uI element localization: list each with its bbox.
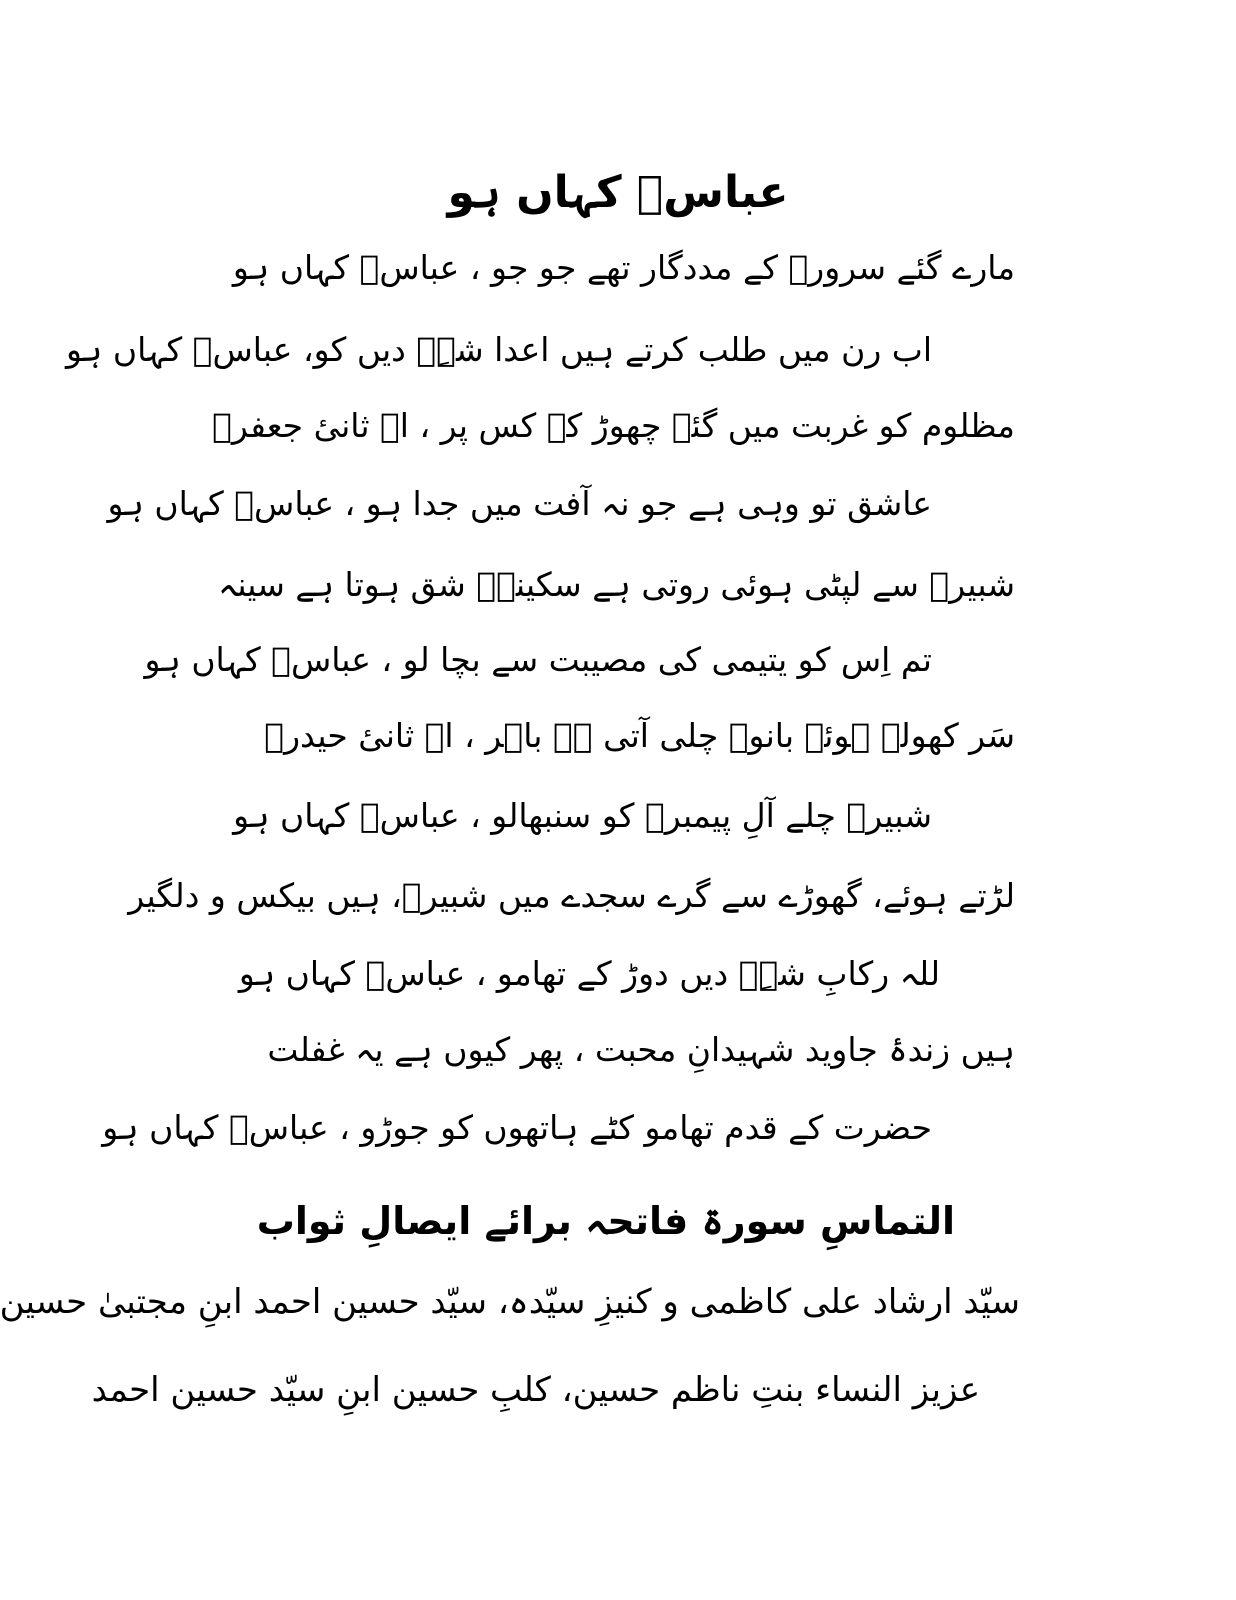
verse-line-4: عاشق تو وہی ہے جو نہ آفت میں جدا ہو ، عباسؑ کہاں ہو	[107, 484, 932, 523]
dedication-line-2: عزیز النساء بنتِ ناظم حسین، کلبِ حسین ابنِ سیّد حسین احمد	[91, 1370, 980, 1410]
verse-line-8: شبیرؑ چلے آلِ پیمبرؐ کو سنبھالو ، عباسؑ کہاں ہو	[233, 796, 932, 835]
verse-line-11: ہیں زندۂ جاوید شہیدانِ محبت ، پھر کیوں ہے یہ غفلت	[267, 1030, 1015, 1069]
verse-line-6: تم اِس کو یتیمی کی مصیبت سے بچا لو ، عباسؑ کہاں ہو	[144, 640, 932, 679]
verse-line-12: حضرت کے قدم تھامو کٹے ہاتھوں کو جوڑو ، عباسؑ کہاں ہو	[102, 1108, 932, 1147]
dedication-line-1: سیّد ارشاد علی کاظمی و کنیزِ سیّدہ، سیّد حسین احمد ابنِ مجتبیٰ حسین	[0, 1282, 1020, 1322]
verse-line-5: شبیرؑ سے لپٹی ہوئی روتی ہے سکینہؑ شق ہوتا ہے سینہ	[217, 565, 1015, 604]
verse-line-10: للہ رکابِ شہِؑ دیں دوڑ کے تھامو ، عباسؑ کہاں ہو	[238, 954, 940, 993]
dedication-heading: التماسِ سورۃ فاتحہ برائے ایصالِ ثواب	[256, 1199, 955, 1243]
poem-title: عباسؑ کہاں ہو	[447, 167, 789, 218]
verse-line-9: لڑتے ہوئے، گھوڑے سے گرے سجدے میں شبیرؑ، ہیں بیکس و دلگیر	[128, 876, 1015, 915]
verse-line-2: اب رن میں طلب کرتے ہیں اعدا شہِؑ دیں کو، عباسؑ کہاں ہو	[65, 330, 932, 369]
verse-line-1: مارے گئے سرورؑ کے مددگار تھے جو جو ، عباسؑ کہاں ہو	[232, 248, 1015, 287]
verse-line-3: مظلوم کو غربت میں گئے چھوڑ کے کس پر ، اے ثانیٔ جعفرؑ	[212, 406, 1015, 445]
verse-line-7: سَر کھولے ہوئے بانوؑ چلی آتی ہے باہر ، اے ثانیٔ حیدرؑ	[264, 716, 1015, 755]
